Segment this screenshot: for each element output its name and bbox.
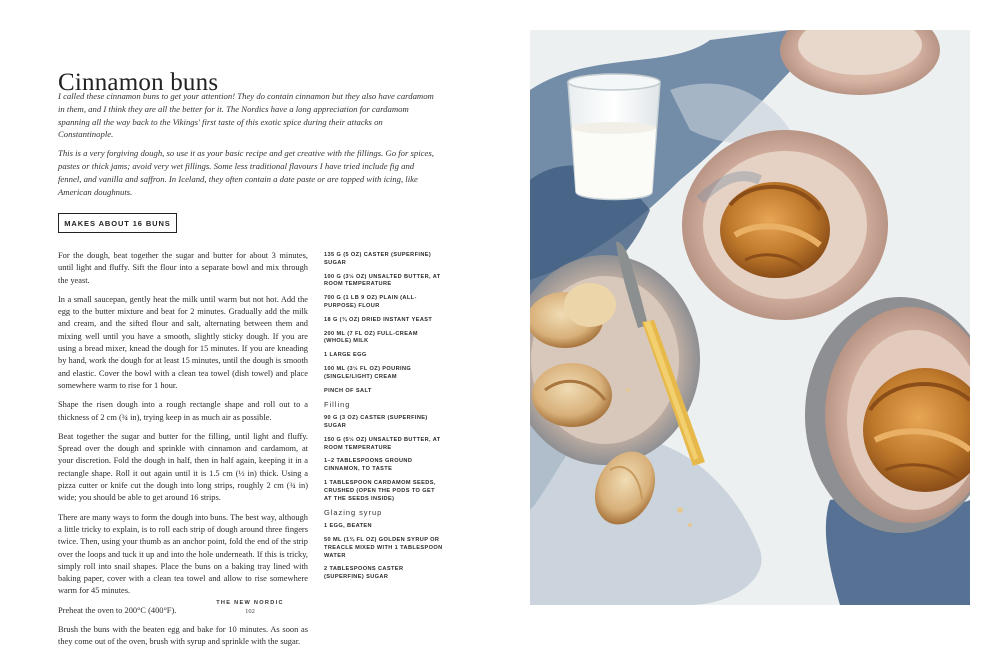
ingredient-item: 150 G (5½ OZ) UNSALTED BUTTER, AT ROOM TEMPERATURE (324, 436, 441, 451)
ingredient-item: 1 TABLESPOON CARDAMOM SEEDS, CRUSHED (OPEN THE PODS TO GET AT THE SEEDS INSIDE) (324, 479, 436, 502)
ingredient-item: 2 TABLESPOONS CASTER (SUPERFINE) SUGAR (324, 566, 404, 581)
method-paragraph: Beat together the sugar and butter for the filling, until light and fluffy. Spread over the dough and sprinkle with cinnamon and cardamom, at your discretion. Fold the dough in half, then in half again, keeping it in a rectangle shape. Roll it out again until it is 1.5 cm (½ in) thick. Using a pizza cutter or knife cut the dough into long strips, roughly 2 cm (¾ in) wide; you should be able to get around 16 strips. (58, 431, 308, 503)
food-photo (530, 30, 970, 605)
book-title-footer: THE NEW NORDIC (216, 600, 284, 606)
food-photo-illustration (530, 30, 970, 605)
ingredients-list (324, 252, 444, 588)
intro-paragraph: I called these cinnamon buns to get your attention! They do contain cinnamon but they also have cardamom in them, and I think they are all the better for it. The Nordics have a long appreciation for cardamom spanning all the way back to the Vikings' first taste of this exotic spice during their attacks on Constantinople. (58, 91, 434, 140)
method-text (58, 250, 308, 656)
left-page (0, 0, 500, 647)
ingredient-item: 90 G (3 OZ) CASTER (SUPERFINE) SUGAR (324, 415, 428, 429)
ingredient-item: 50 ML (1¾ FL OZ) GOLDEN SYRUP OR TREACLE MIXED WITH 1 TABLESPOON WATER (324, 536, 443, 559)
filling-heading: Filling (324, 400, 351, 410)
method-paragraph: Brush the buns with the beaten egg and bake for 10 minutes. As soon as they come out of the oven, brush with syrup and sprinkle with the sugar. (58, 625, 308, 647)
ingredient-item: 100 ML (3½ FL OZ) POURING (SINGLE/LIGHT) CREAM (324, 365, 412, 380)
ingredient-item: 18 G (¾ OZ) DRIED INSTANT YEAST (324, 316, 433, 323)
method-paragraph: Preheat the oven to 200°C (400°F). (58, 605, 177, 615)
yield-badge: MAKES ABOUT 16 BUNS (58, 213, 177, 233)
method-paragraph: In a small saucepan, gently heat the milk until warm but not hot. Add the egg to the butter mixture and beat for 2 minutes. Gradually add the milk and cream, and the sifted flour and salt, alternating between them and mixing well until you have a smooth, slightly sticky dough. If you are using a bread mixer, knead the dough for 15 minutes. If you are kneading by hand, work the dough for at least 15 minutes, until the dough is smooth and elastic. Cover the bowl with a clean tea towel (dish towel) and place somewhere warm to rise for 1 hour. (58, 294, 308, 390)
method-paragraph: Shape the risen dough into a rough rectangle shape and roll out to a thickness of 2 cm (¾ in), trying keep in as much air as possible. (58, 400, 308, 422)
ingredient-item: 1 LARGE EGG (324, 352, 367, 359)
ingredient-item: 1 EGG, BEATEN (324, 523, 372, 530)
syrup-heading: Glazing syrup (324, 508, 383, 518)
ingredient-item: PINCH OF SALT (324, 387, 372, 394)
recipe-intro (58, 90, 438, 204)
ingredient-item: 700 G (1 LB 9 OZ) PLAIN (ALL-PURPOSE) FLOUR (324, 295, 417, 309)
recipe-title: Cinnamon buns (58, 68, 219, 96)
method-paragraph: There are many ways to form the dough into buns. The best way, although a little tricky to explain, is to roll each strip of dough around three fingers twice. Then, using your thumb as an anchor point, fold the end of the strip over the loops and tuck it up and into the hole underneath. If this is tricky, simply roll into snail shapes. Place the buns on a baking tray lined with baking paper, cover with a clean tea towel and allow to rise somewhere warm for 45 minutes. (58, 512, 308, 596)
milk-glass (568, 74, 660, 200)
intro-paragraph: This is a very forgiving dough, so use it as your basic recipe and get creative with the fillings. Go for spices, pastes or thick jams; avoid very wet fillings. Some less traditional flavours I have tried include fig and fennel, and vanilla and saffron. In Iceland, they often contain a date paste or are topped with icing, like American doughnuts. (58, 148, 434, 197)
bun (720, 182, 830, 278)
ingredient-item: 135 G (5 OZ) CASTER (SUPERFINE) SUGAR (324, 252, 432, 266)
ingredient-item: 1–2 TABLESPOONS GROUND CINNAMON, TO TASTE (324, 458, 413, 473)
page-number: 102 (245, 608, 255, 615)
ingredient-item: 100 G (3½ OZ) UNSALTED BUTTER, AT ROOM TEMPERATURE (324, 273, 441, 288)
ingredient-item: 200 ML (7 FL OZ) FULL-CREAM (WHOLE) MILK (324, 330, 418, 345)
main-plate (682, 130, 888, 320)
method-paragraph: For the dough, beat together the sugar and butter for about 3 minutes, until light and fluffy. Sift the flour into a separate bowl and mix through the yeast. (58, 251, 308, 285)
